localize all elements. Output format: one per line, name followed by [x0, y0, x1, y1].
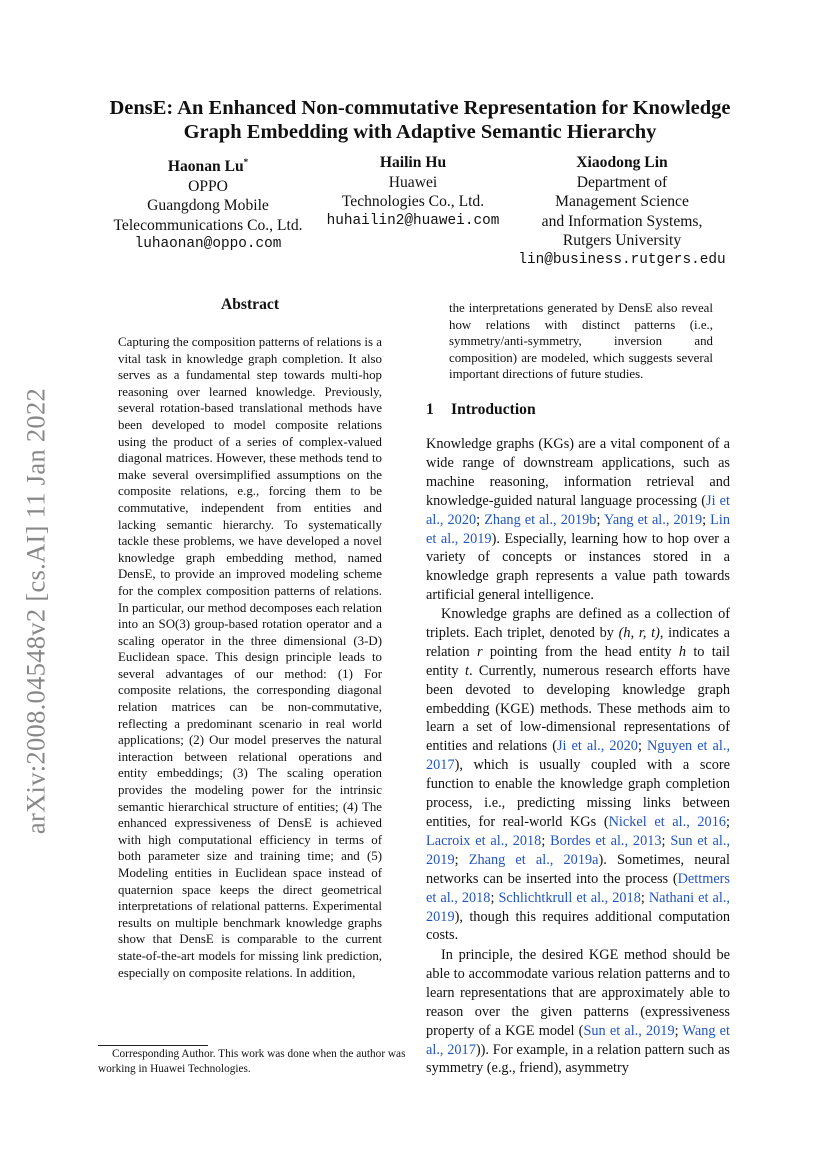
- author-name: Hailin Hu: [379, 154, 447, 171]
- math-symbol: h: [678, 643, 687, 660]
- footnote: Corresponding Author. This work was done when the author was working in Huawei Technologies.: [98, 1048, 406, 1075]
- paragraph-text-run: Knowledge graphs are defined as a collection of triplets. Each triplet, denoted by: [426, 606, 730, 641]
- paragraph-text-run: ;: [476, 511, 485, 528]
- citation-link[interactable]: Ji et al., 2020: [426, 492, 730, 528]
- paragraph-text-run: ;: [640, 889, 649, 906]
- arxiv-stamp-text: arXiv:2008.04548v2 [cs.AI] 11 Jan 2022: [20, 387, 51, 835]
- citation-link[interactable]: Zhang et al., 2019b: [484, 511, 597, 528]
- paragraph-text-run: pointing from the head entity: [482, 643, 679, 660]
- citation-link[interactable]: Wang et al., 2017: [426, 1022, 730, 1058]
- paragraph-text-run: ;: [541, 832, 551, 849]
- citation-link[interactable]: Ji et al., 2020: [556, 738, 638, 755]
- paragraph-text-run: In principle, the desired KGE method should be able to accommodate various relation patterns and to learn representations that are approximately able to reason over the given patterns (expressiveness property of a KGE model (: [426, 947, 730, 1039]
- author-affiliation: Technologies Co., Ltd.: [341, 193, 485, 210]
- intro-paragraph: [426, 435, 730, 605]
- author-affiliation: Telecommunications Co., Ltd.: [113, 216, 303, 234]
- author-email[interactable]: luhaonan@oppo.com: [134, 236, 282, 253]
- paragraph-text-run: ), though this requires additional computation costs.: [426, 908, 730, 944]
- paragraph-text-run: to tail entity: [426, 643, 731, 679]
- citation-link[interactable]: Bordes et al., 2013: [550, 832, 662, 849]
- citation-link[interactable]: Nickel et al., 2016: [608, 813, 727, 830]
- arxiv-stamp: [16, 376, 56, 846]
- math-symbol: (h, r, t): [618, 624, 660, 641]
- paragraph-text-run: ;: [490, 889, 499, 906]
- section-title: Introduction: [451, 401, 536, 418]
- citation-link[interactable]: Nathani et al., 2019: [426, 889, 730, 925]
- paragraph-text-run: ;: [454, 851, 469, 868]
- paragraph-text-run: ). Sometimes, neural networks can be inserted into the process (: [426, 851, 730, 887]
- author-affiliation: Department of: [576, 173, 668, 191]
- footnote-divider: [98, 1045, 208, 1046]
- section-heading: [426, 401, 536, 419]
- citation-link[interactable]: Schlichtkrull et al., 2018: [498, 889, 641, 906]
- abstract-continued-text: the interpretations generated by DensE also reveal how relations with distinct patterns (i.e., symmetry/anti-symmetry, inversion and composition) are modeled, which suggests several important directions of future studies.: [449, 301, 713, 382]
- citation-link[interactable]: Zhang et al., 2019a: [468, 851, 599, 868]
- author-affiliation: Guangdong Mobile: [147, 197, 269, 215]
- citation-link[interactable]: Yang et al., 2019: [603, 511, 703, 528]
- paragraph-text-run: , indicates a relation: [426, 624, 731, 660]
- citation-link[interactable]: Lin et al., 2019: [426, 511, 730, 547]
- citation-link[interactable]: Dettmers et al., 2018: [426, 870, 730, 906]
- math-symbol: t: [464, 662, 469, 679]
- paragraph-text-run: ;: [596, 511, 604, 528]
- paragraph-text-run: ), which is usually coupled with a score function to enable the knowledge graph completion process, i.e., predicting missing links between entities, for real-world KGs (: [426, 757, 730, 830]
- author-block-1: [108, 153, 308, 255]
- paper-title: DensE: An Enhanced Non-commutative Representation for Knowledge Graph Embedding with Adaptive Semantic Hierarchy: [109, 97, 731, 143]
- author-block-2: [318, 153, 508, 231]
- paragraph-text-run: ;: [726, 813, 730, 830]
- paragraph-text-run: )). For example, in a relation pattern such as symmetry (e.g., friend), asymmetry: [426, 1041, 730, 1077]
- intro-paragraph: [426, 605, 730, 945]
- intro-paragraph: [426, 946, 730, 1078]
- author-email[interactable]: huhailin2@huawei.com: [326, 212, 500, 229]
- author-affiliation: Rutgers University: [562, 232, 682, 249]
- paragraph-text-run: ). Especially, learning how to hop over a variety of concepts or instances stored in a knowledge graph represents a value path towards artificial general intelligence.: [426, 530, 730, 604]
- abstract-heading: Abstract: [220, 296, 280, 313]
- citation-link[interactable]: Sun et al., 2019: [426, 832, 731, 868]
- author-name: Haonan Lu*: [167, 157, 249, 176]
- author-name: Xiaodong Lin: [576, 154, 668, 171]
- author-affiliation: OPPO: [188, 177, 228, 195]
- citation-link[interactable]: Sun et al., 2019: [583, 1022, 675, 1039]
- math-symbol: r: [476, 643, 483, 660]
- paragraph-text-run: Knowledge graphs (KGs) are a vital component of a wide range of downstream applications, such as machine reasoning, information retrieval and knowledge-guided natural language processing (: [426, 436, 730, 509]
- paragraph-text-run: ;: [674, 1022, 683, 1039]
- author-block-3: [512, 153, 732, 270]
- citation-link[interactable]: Lacroix et al., 2018: [426, 832, 542, 849]
- citation-link[interactable]: Nguyen et al., 2017: [426, 738, 731, 774]
- author-affiliation: and Information Systems,: [541, 212, 703, 230]
- author-email[interactable]: lin@business.rutgers.edu: [518, 251, 726, 268]
- author-footnote-mark: *: [243, 157, 249, 167]
- author-affiliation: Management Science: [555, 193, 689, 210]
- section-number: 1: [426, 401, 434, 418]
- paragraph-text-run: . Currently, numerous research efforts have been devoted to developing knowledge graph embedding (KGE) methods. These methods aim to learn a set of low-dimensional representations of entities and relations (: [426, 662, 730, 755]
- author-affiliation: Huawei: [388, 173, 438, 191]
- paragraph-text-run: ;: [702, 511, 711, 528]
- paragraph-text-run: ;: [661, 832, 671, 849]
- abstract-text: Capturing the composition patterns of relations is a vital task in knowledge graph completion. It also serves as a fundamental step towards multi-hop reasoning over learned knowledge. Previously, several rotation-based translational methods have been developed to model composite relations using the product of a series of complex-valued diagonal matrices. However, these methods tend to make several oversimplified assumptions on the composite relations, e.g., forcing them to be commutative, independent from entities and lacking semantic hierarchy. To systematically tackle these problems, we have developed a novel knowledge graph embedding method, named DensE, to provide an improved modeling scheme for the complex composition patterns of relations. In particular, our method decomposes each relation into an SO(3) group-based rotation operator and a scaling operator in the three dimensional (3-D) Euclidean space. This design principle leads to several advantages of our method: (1) For composite relations, the corresponding diagonal relation matrices can be non-commutative, reflecting a predominant scenario in real world applications; (2) Our model preserves the natural interaction between relational operations and entity embeddings; (3) The scaling operation provides the modeling power for the intrinsic semantic hierarchical structure of entities; (4) The enhanced expressiveness of DensE is achieved with high computational efficiency in terms of both parameter size and training time; and (5) Modeling entities in Euclidean space instead of quaternion space keeps the direct geometrical interpretations of relational patterns. Experimental results on multiple benchmark knowledge graphs show that DensE is comparable to the current state-of-the-art models for missing link prediction, especially on composite relations. In addition,: [118, 335, 382, 980]
- paragraph-text-run: ;: [637, 738, 647, 755]
